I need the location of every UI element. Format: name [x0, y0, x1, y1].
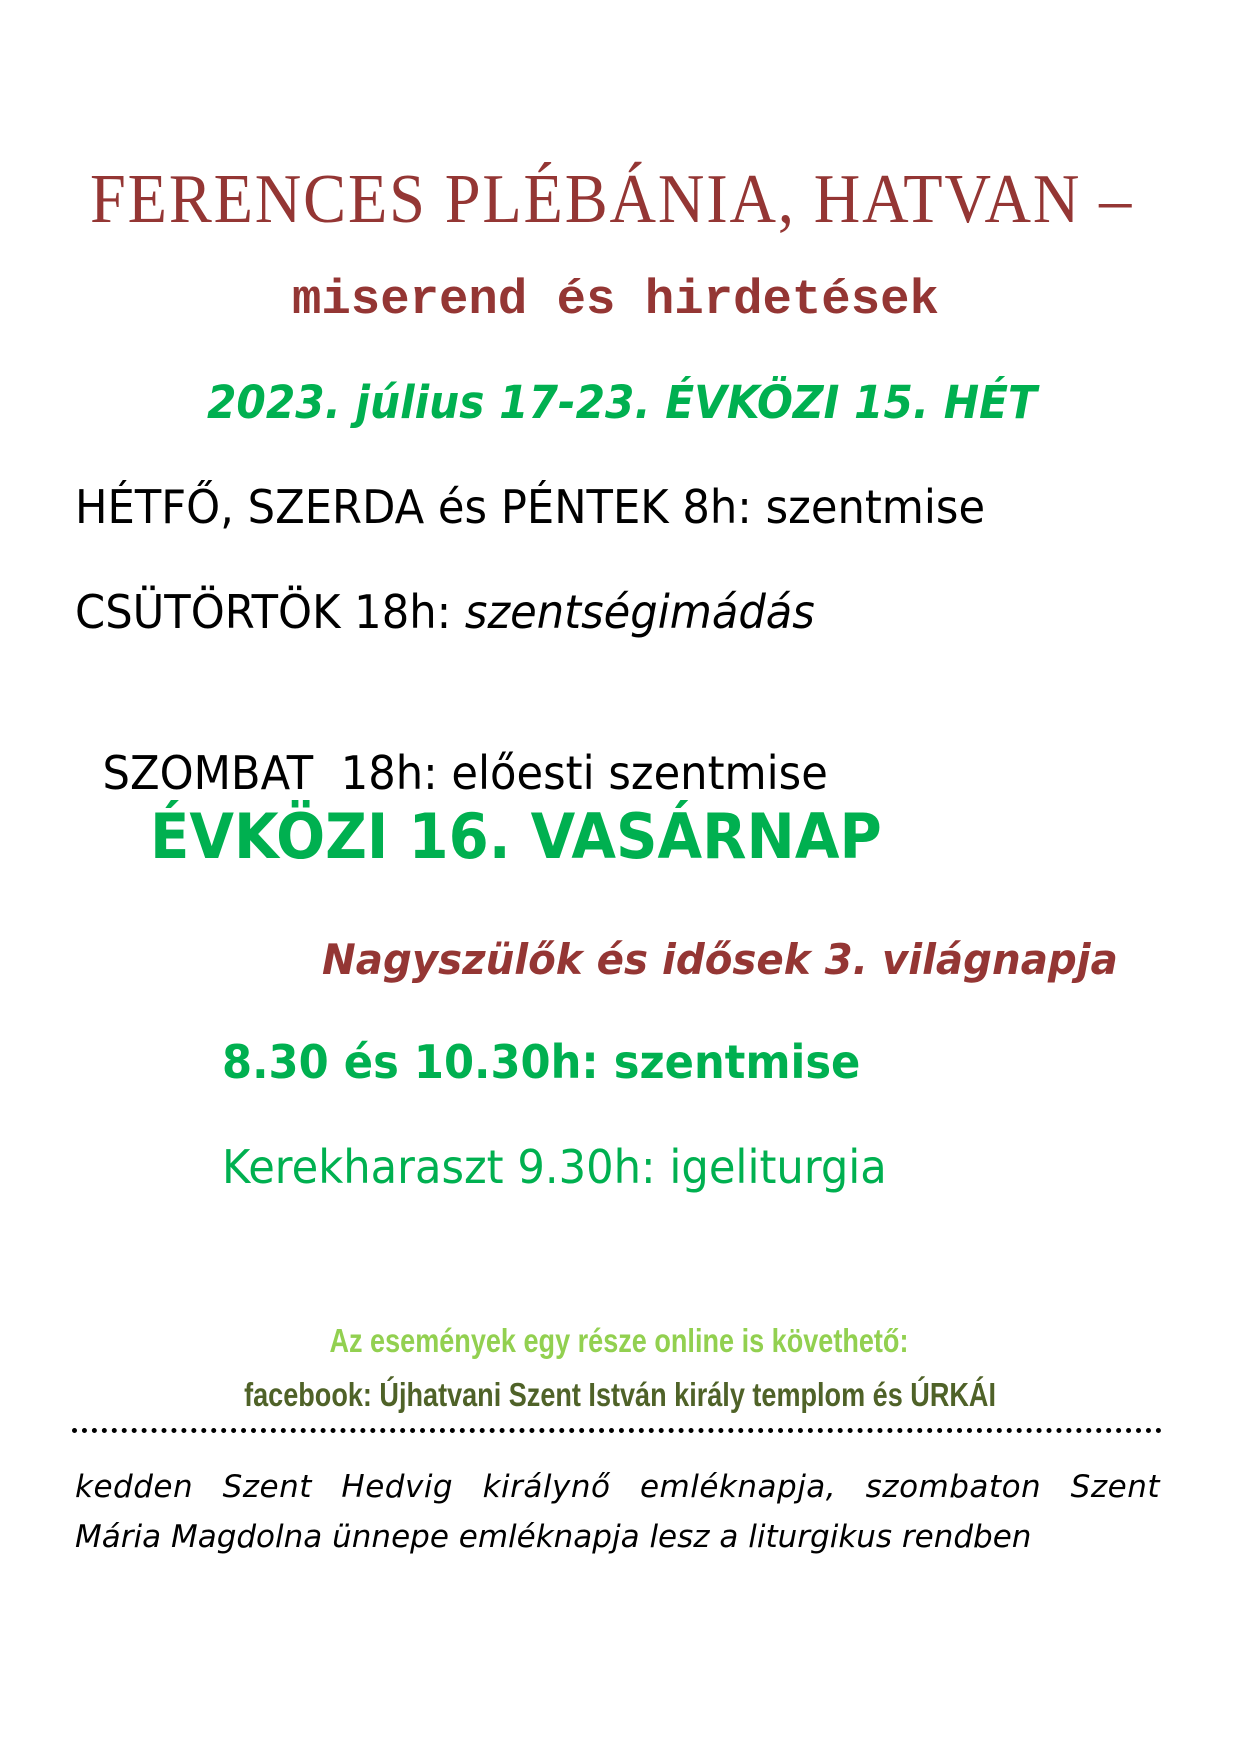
- liturgy-note: [75, 1462, 1160, 1562]
- sunday-heading: ÉVKÖZI 16. VASÁRNAP: [150, 800, 882, 873]
- schedule-thursday-adoration: szentségimádás: [464, 585, 815, 639]
- schedule-weekdays-text: HÉTFŐ, SZERDA és PÉNTEK 8h: szentmise: [75, 480, 986, 534]
- liturgy-note-line-2: Mária Magdolna ünnepe emléknapja lesz a liturgikus rendben: [75, 1519, 1032, 1555]
- schedule-saturday: [75, 692, 828, 800]
- schedule-saturday-text: SZOMBAT 18h: előesti szentmise: [102, 746, 828, 800]
- schedule-thursday-prefix: CSÜTÖRTÖK 18h:: [75, 585, 465, 639]
- liturgy-note-line-1: kedden Szent Hedvig királynő emléknapja, szombaton Szent: [75, 1469, 1160, 1505]
- schedule-thursday: [75, 585, 815, 639]
- online-notice: Az események egy része online is követhető:: [329, 1322, 909, 1359]
- kerekharaszt-liturgy: Kerekharaszt 9.30h: igeliturgia: [222, 1140, 887, 1194]
- page-subtitle: miserend és hirdetések: [292, 272, 939, 328]
- dotted-divider: [72, 1428, 1162, 1433]
- parish-title: FERENCES PLÉBÁNIA, HATVAN –: [90, 161, 1134, 238]
- feast-line: Nagyszülők és idősek 3. világnapja: [322, 935, 1118, 984]
- schedule-weekdays: [75, 480, 985, 534]
- week-heading: 2023. július 17-23. ÉVKÖZI 15. HÉT: [207, 376, 1037, 429]
- sunday-mass-times: 8.30 és 10.30h: szentmise: [222, 1035, 861, 1089]
- facebook-notice: facebook: Újhatvani Szent István király templom és ÚRKÁI: [244, 1376, 996, 1413]
